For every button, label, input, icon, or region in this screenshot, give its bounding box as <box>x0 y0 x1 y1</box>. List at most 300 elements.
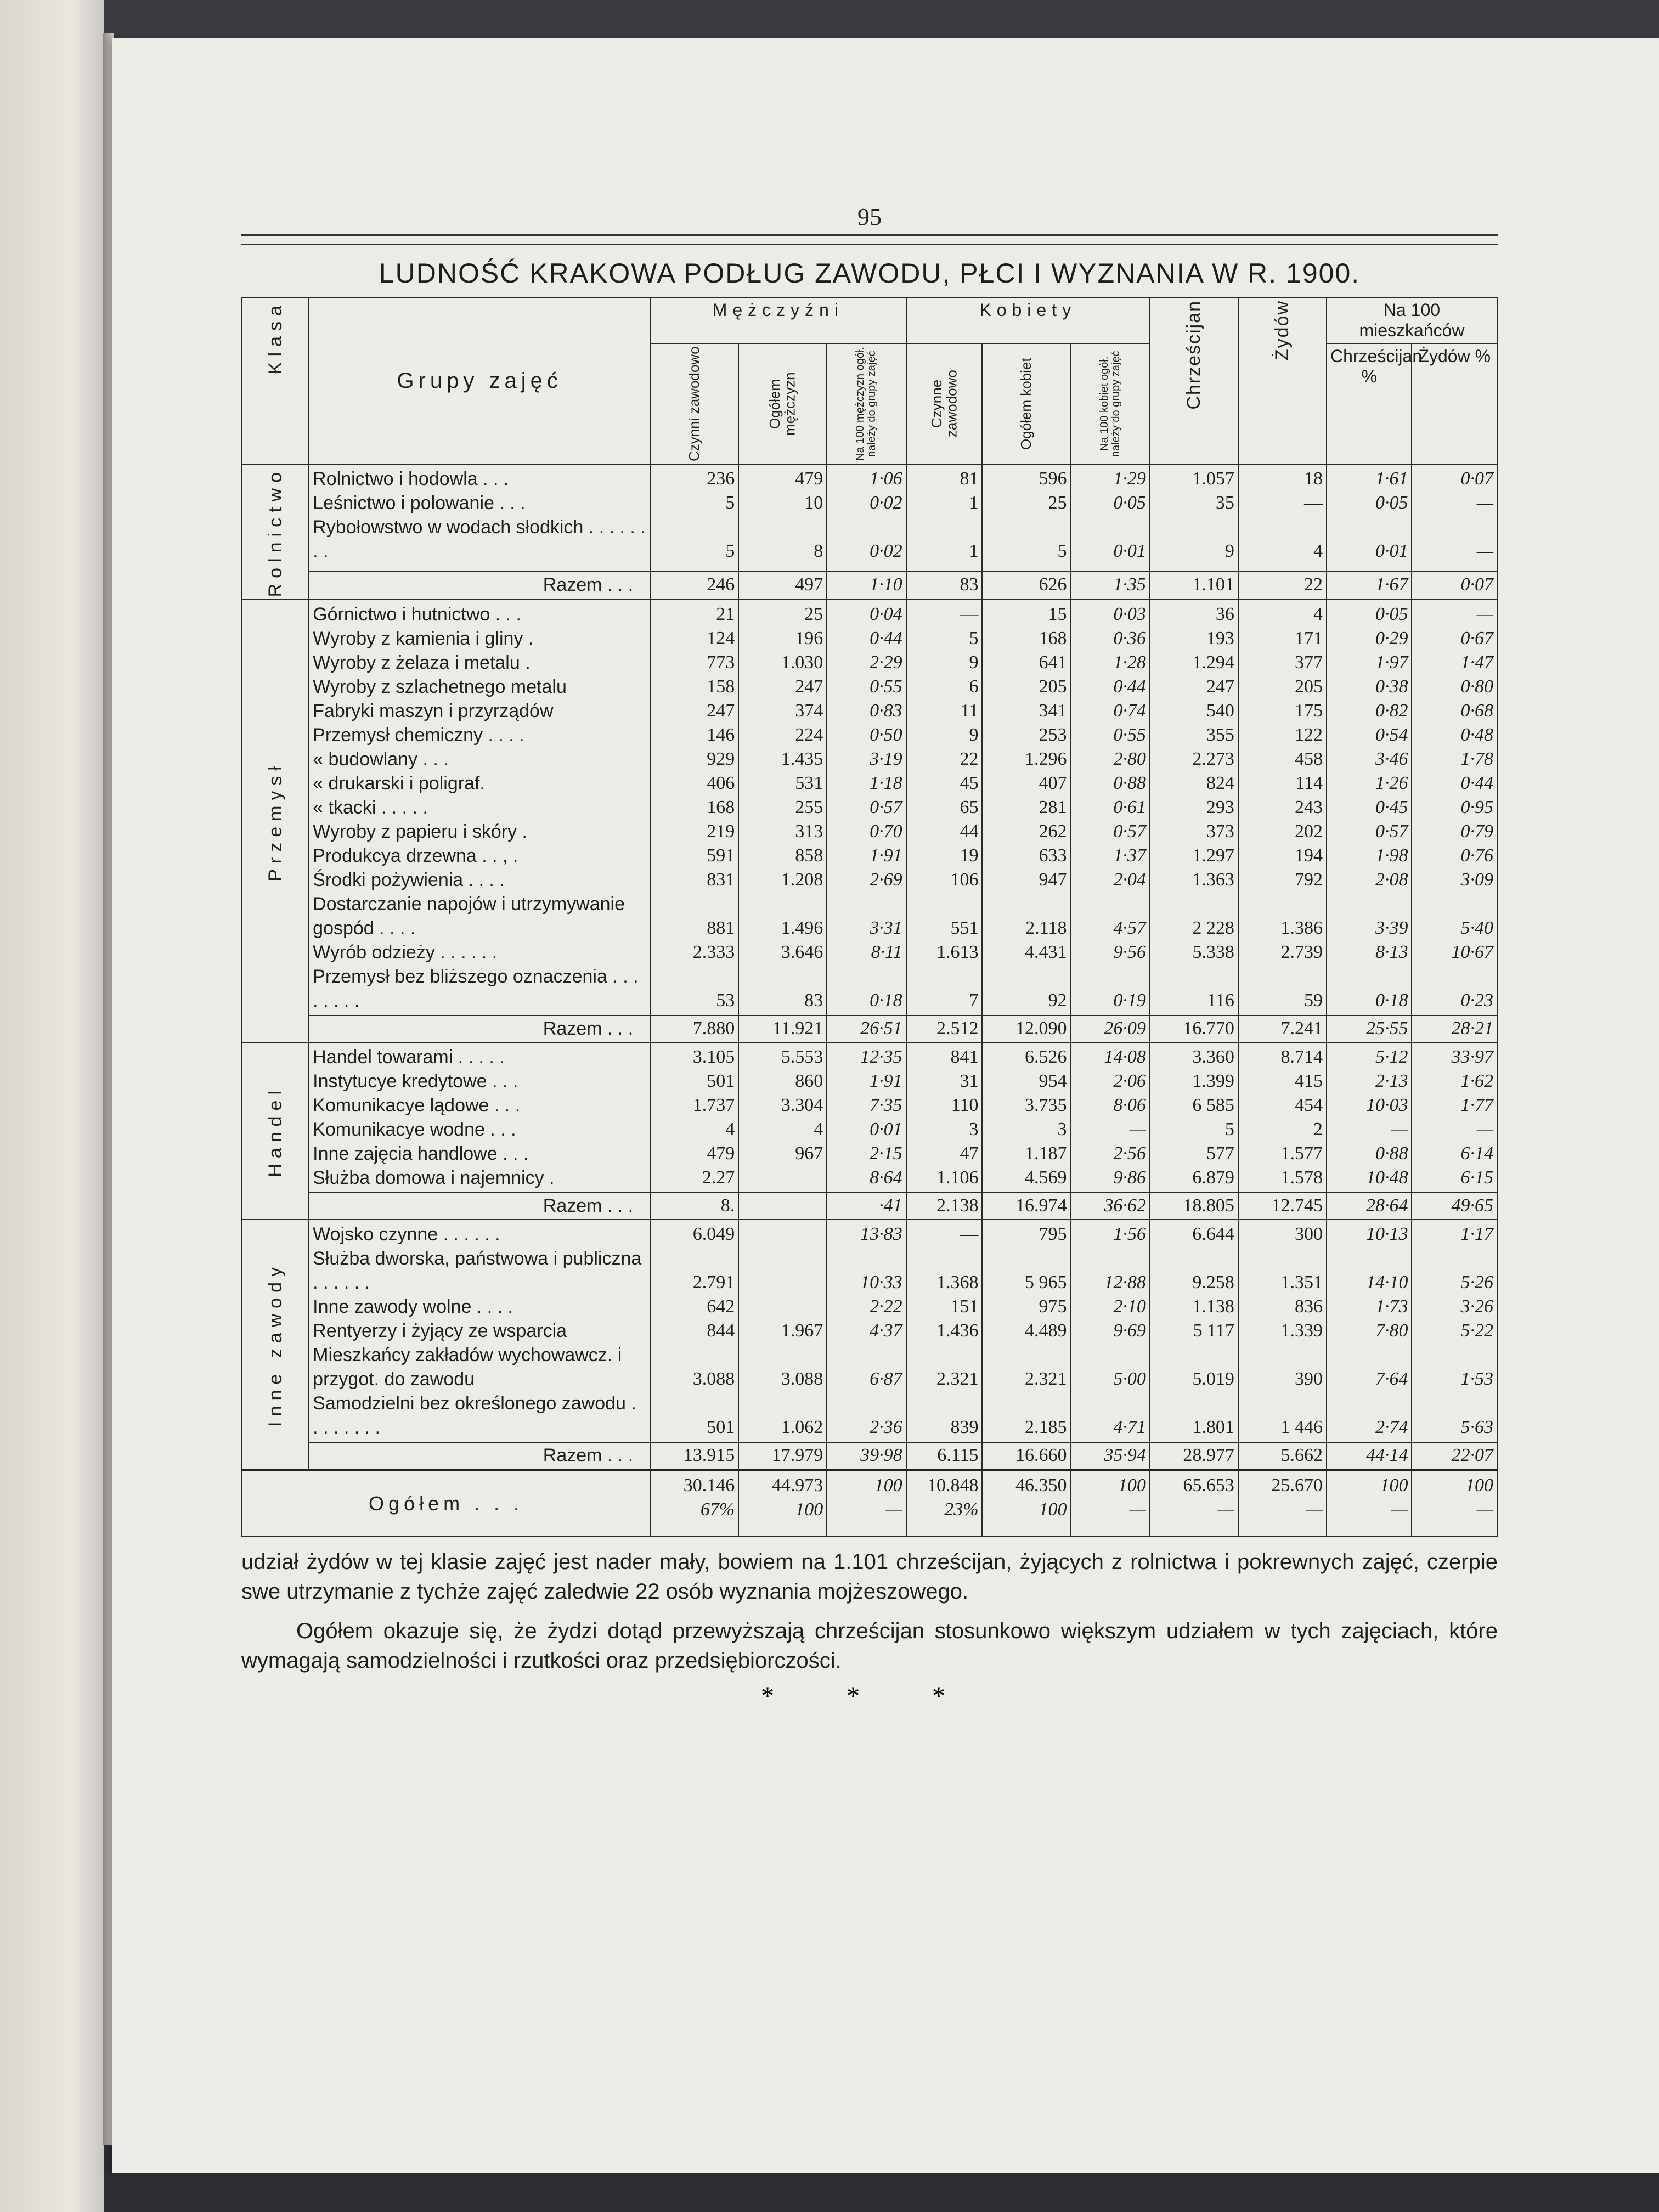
cell-value: 9 <box>969 725 979 746</box>
cell-value: 151 <box>950 1296 979 1317</box>
column-values <box>1327 600 1412 1015</box>
cell-value: 3·26 <box>1460 1296 1493 1317</box>
cell-value: 377 <box>1294 652 1323 673</box>
cell-value: 458 <box>1294 749 1323 770</box>
cell-value: 175 <box>1294 701 1323 721</box>
group-label: Rybołowstwo w wodach słodkich . . . . . . . . <box>313 517 646 562</box>
cell-value: 1·26 <box>1375 773 1408 794</box>
cell-value: 9·69 <box>1113 1321 1146 1341</box>
razem-value: 44·14 <box>1327 1442 1412 1470</box>
column-values <box>827 1220 906 1442</box>
cell-value: 3.088 <box>692 1369 735 1390</box>
cell-value: 9.258 <box>1192 1272 1234 1293</box>
cell-value: 1·78 <box>1460 749 1493 770</box>
cell-value: 0·01 <box>1375 541 1408 561</box>
razem-value: 49·65 <box>1412 1193 1497 1220</box>
razem-value: 26·51 <box>827 1015 906 1042</box>
cell-value: — <box>1391 1119 1408 1140</box>
cell-value: 2·08 <box>1375 870 1408 890</box>
cell-value: 25 <box>804 604 823 625</box>
razem-value: 36·62 <box>1070 1193 1149 1220</box>
razem-value: 17.979 <box>738 1442 827 1470</box>
cell-value: 53 <box>716 990 735 1011</box>
cell-value: 4·37 <box>870 1321 902 1341</box>
cell-value: 8·13 <box>1375 942 1408 963</box>
cell-value: 795 <box>1039 1224 1067 1245</box>
cell-value: 14·08 <box>1104 1047 1146 1068</box>
razem-value: 12.745 <box>1238 1193 1327 1220</box>
cell-value: 374 <box>795 701 823 721</box>
cell-value: 1·29 <box>1113 469 1146 489</box>
ogolem-line1: 100 <box>1118 1475 1146 1496</box>
razem-value: 12.090 <box>982 1015 1070 1042</box>
cell-value: 2·13 <box>1375 1071 1408 1092</box>
group-label: Samodzielni bez określonego zawodu . . . . . . . . <box>313 1393 636 1438</box>
column-values <box>1238 1220 1327 1442</box>
column-values <box>1070 1220 1149 1442</box>
column-values <box>1238 464 1327 572</box>
cell-value: 531 <box>795 773 823 794</box>
cell-value: 947 <box>1039 870 1067 890</box>
cell-value: 407 <box>1039 773 1067 794</box>
ogolem-line2: 67% <box>700 1499 735 1520</box>
cell-value: 1.296 <box>1024 749 1067 770</box>
cell-value: 0·61 <box>1113 797 1146 818</box>
cell-value: 33·97 <box>1451 1047 1493 1068</box>
cell-value: 5.019 <box>1192 1369 1234 1390</box>
cell-value: 1 <box>969 541 979 561</box>
cell-value: 116 <box>1207 990 1234 1011</box>
cell-value: — <box>1304 493 1323 513</box>
cell-value: 2·04 <box>1113 870 1146 890</box>
cell-value: 106 <box>950 870 979 890</box>
cell-value: 641 <box>1039 652 1067 673</box>
cell-value: 954 <box>1039 1071 1067 1092</box>
column-values <box>738 1042 827 1193</box>
razem-value: 5.662 <box>1238 1442 1327 1470</box>
razem-value: 7.241 <box>1238 1015 1327 1042</box>
cell-value: 3.088 <box>781 1369 823 1390</box>
cell-value: 1.399 <box>1192 1071 1234 1092</box>
cell-value: 0·36 <box>1113 628 1146 649</box>
ogolem-value <box>1238 1470 1327 1537</box>
cell-value: 0·07 <box>1460 469 1493 489</box>
cell-value: 860 <box>795 1071 823 1092</box>
cell-value: 2·06 <box>1113 1071 1146 1092</box>
column-values <box>1238 600 1327 1015</box>
cell-value: 1.138 <box>1192 1296 1234 1317</box>
cell-value: 0·50 <box>870 725 902 746</box>
cell-value: 171 <box>1294 628 1323 649</box>
column-values <box>738 1220 827 1442</box>
ogolem-line2: — <box>1217 1499 1234 1520</box>
ogolem-value <box>1327 1470 1412 1537</box>
cell-value: 0·45 <box>1375 797 1408 818</box>
razem-value: 246 <box>650 572 738 600</box>
ogolem-line2: 100 <box>795 1499 823 1520</box>
cell-value: 406 <box>707 773 735 794</box>
cell-value: 83 <box>804 990 823 1011</box>
cell-value: 13·83 <box>860 1224 902 1245</box>
razem-value: 25·55 <box>1327 1015 1412 1042</box>
group-label: Mieszkańcy zakładów wychowawcz. i przygot. do zawodu <box>313 1345 622 1390</box>
cell-value: 0·70 <box>870 821 902 842</box>
column-values <box>1150 1042 1238 1193</box>
cell-value: 836 <box>1294 1296 1323 1317</box>
cell-value: 1·28 <box>1113 652 1146 673</box>
column-values <box>1327 1042 1412 1193</box>
cell-value: 5 965 <box>1024 1272 1067 1293</box>
razem-value: 2.512 <box>906 1015 983 1042</box>
group-label: Instytucye kredytowe . . . <box>313 1071 518 1092</box>
cell-value: 25 <box>1048 493 1067 513</box>
cell-value: — <box>960 1224 979 1245</box>
cell-value: 501 <box>707 1071 735 1092</box>
cell-value: 22 <box>960 749 979 770</box>
cell-value: 1·91 <box>870 1071 902 1092</box>
cell-value: 193 <box>1206 628 1234 649</box>
column-values <box>906 1042 983 1193</box>
cell-value: 3.735 <box>1024 1095 1067 1116</box>
ogolem-value <box>906 1470 983 1537</box>
razem-value: 83 <box>906 572 983 600</box>
group-label: Rentyerzy i żyjący ze wsparcia <box>313 1321 567 1342</box>
cell-value: 12·88 <box>1104 1272 1146 1293</box>
cell-value: 158 <box>707 676 735 697</box>
cell-value: 1·73 <box>1375 1296 1408 1317</box>
header-na100: Na 100 mieszkańców <box>1327 297 1497 343</box>
cell-value: 0·02 <box>870 541 902 561</box>
razem-value <box>738 1193 827 1220</box>
column-values <box>738 464 827 572</box>
cell-value: 0·95 <box>1460 797 1493 818</box>
section-block <box>242 1042 1497 1193</box>
ogolem-line1: 100 <box>1380 1475 1408 1496</box>
cell-value: 0·05 <box>1113 493 1146 513</box>
column-values <box>1150 1220 1238 1442</box>
cell-value: 0·19 <box>1113 990 1146 1011</box>
cell-value: 1.577 <box>1280 1143 1323 1164</box>
cell-value: 7·35 <box>870 1095 902 1116</box>
header-zyd-pct: Żydów % <box>1412 343 1497 464</box>
header-grupy: Grupy zajęć <box>309 297 650 464</box>
cell-value: 293 <box>1206 797 1234 818</box>
cell-value: 1·37 <box>1113 845 1146 866</box>
cell-value: 3.105 <box>692 1047 735 1068</box>
cell-value: 59 <box>1304 990 1323 1011</box>
cell-value: 3.304 <box>781 1095 823 1116</box>
column-values <box>1150 600 1238 1015</box>
cell-value: 0·29 <box>1375 628 1408 649</box>
cell-value: 300 <box>1294 1224 1323 1245</box>
ogolem-line2: — <box>1391 1499 1408 1520</box>
cell-value: 0·54 <box>1375 725 1408 746</box>
cell-value: 1.297 <box>1192 845 1234 866</box>
cell-value: 0·18 <box>870 990 902 1011</box>
cell-value: 0·02 <box>870 493 902 513</box>
cell-value: 0·44 <box>1460 773 1493 794</box>
ogolem-value <box>1412 1470 1497 1537</box>
ogolem-line2: 100 <box>1039 1499 1067 1520</box>
cell-value: 8·11 <box>871 942 902 963</box>
group-label: Leśnictwo i polowanie . . . <box>313 493 526 514</box>
cell-value <box>742 1295 823 1319</box>
cell-value: 5 <box>1057 541 1067 561</box>
cell-value: 47 <box>960 1143 979 1164</box>
column-values <box>982 1042 1070 1193</box>
section-klasa: Przemysł <box>242 600 309 1042</box>
cell-value: 0·01 <box>870 1119 902 1140</box>
column-values <box>1070 600 1149 1015</box>
ogolem-line2: — <box>1476 1499 1493 1520</box>
section-block <box>242 600 1497 1015</box>
ogolem-line1: 46.350 <box>1015 1475 1067 1496</box>
cell-value: 0·76 <box>1460 845 1493 866</box>
cell-value: 10·48 <box>1365 1167 1408 1188</box>
section-block <box>242 464 1497 572</box>
column-values <box>650 464 738 572</box>
ogolem-line1: 25.670 <box>1271 1475 1323 1496</box>
cell-value: 1.057 <box>1192 469 1234 489</box>
cell-value: 1.339 <box>1280 1321 1323 1341</box>
cell-value: 36 <box>1215 604 1234 625</box>
cell-value: 1 446 <box>1280 1417 1323 1438</box>
cell-value: — <box>1476 541 1493 561</box>
cell-value: 2.333 <box>692 942 735 963</box>
cell-value: — <box>960 604 979 625</box>
cell-value: 6.049 <box>692 1224 735 1245</box>
cell-value: 540 <box>1206 701 1234 721</box>
cell-value: 6·87 <box>870 1369 902 1390</box>
cell-value: 858 <box>795 845 823 866</box>
cell-value: 824 <box>1206 773 1234 794</box>
cell-value: 3.360 <box>1192 1047 1234 1068</box>
cell-value: 0·57 <box>870 797 902 818</box>
cell-value: 355 <box>1206 725 1234 746</box>
cell-value: 8·06 <box>1113 1095 1146 1116</box>
column-values <box>1412 1042 1497 1193</box>
cell-value: 6 585 <box>1192 1095 1234 1116</box>
group-names <box>309 1042 650 1193</box>
cell-value: 224 <box>795 725 823 746</box>
cell-value: 196 <box>795 628 823 649</box>
razem-value: ·41 <box>827 1193 906 1220</box>
cell-value: 0·57 <box>1113 821 1146 842</box>
cell-value: 642 <box>707 1296 735 1317</box>
group-label: Służba domowa i najemnicy . <box>313 1167 555 1189</box>
header-k-ogolem: Ogółem kobiet <box>982 343 1070 464</box>
cell-value: 1·62 <box>1460 1071 1493 1092</box>
cell-value: 596 <box>1039 469 1067 489</box>
razem-value: 0·07 <box>1412 572 1497 600</box>
cell-value: 247 <box>1206 676 1234 697</box>
section-klasa: Inne zawody <box>242 1220 309 1470</box>
group-names <box>309 1220 650 1442</box>
cell-value: 4 <box>725 1119 735 1140</box>
section-klasa: Rolnictwo <box>242 464 309 600</box>
cell-value: 1.967 <box>781 1321 823 1341</box>
cell-value: 194 <box>1294 845 1323 866</box>
group-label: « tkacki . . . . . <box>313 797 428 819</box>
cell-value: 247 <box>795 676 823 697</box>
razem-value: 497 <box>738 572 827 600</box>
cell-value: 2·36 <box>870 1417 902 1438</box>
razem-value: 35·94 <box>1070 1442 1149 1470</box>
cell-value: 479 <box>795 469 823 489</box>
group-label: Wyroby z kamienia i gliny . <box>313 628 534 650</box>
ogolem-value <box>738 1470 827 1537</box>
group-label: Rolnictwo i hodowla . . . <box>313 469 509 489</box>
group-label: Wyroby z żelaza i metalu . <box>313 652 531 674</box>
cell-value: 1·53 <box>1460 1369 1493 1390</box>
cell-value: 0·67 <box>1460 628 1493 649</box>
table-body <box>242 464 1497 1537</box>
ogolem-row <box>242 1470 1497 1537</box>
cell-value: 1 <box>969 493 979 513</box>
cell-value: 1.496 <box>781 918 823 939</box>
cell-value: 2.791 <box>692 1272 735 1293</box>
cell-value: 1.363 <box>1192 870 1234 890</box>
cell-value: 2·80 <box>1113 749 1146 770</box>
cell-value: 501 <box>707 1417 735 1438</box>
cell-value: 1·98 <box>1375 845 1408 866</box>
cell-value: 6.879 <box>1192 1167 1234 1188</box>
group-label: Inne zajęcia handlowe . . . <box>313 1143 529 1165</box>
ogolem-value <box>1070 1470 1149 1537</box>
column-values <box>650 600 738 1015</box>
cell-value: 7 <box>969 990 979 1011</box>
cell-value: 3 <box>1057 1119 1067 1140</box>
cell-value: 0·05 <box>1375 493 1408 513</box>
ogolem-value <box>982 1470 1070 1537</box>
cell-value: 1.737 <box>692 1095 735 1116</box>
group-names <box>309 464 650 572</box>
cell-value: 479 <box>707 1143 735 1164</box>
cell-value: 4 <box>1313 604 1323 625</box>
cell-value: 3·31 <box>870 918 902 939</box>
cell-value: 8·64 <box>870 1167 902 1188</box>
group-names <box>309 600 650 1015</box>
cell-value: 44 <box>960 821 979 842</box>
column-values <box>982 600 1070 1015</box>
ogolem-line2: — <box>1129 1499 1146 1520</box>
razem-value: 22 <box>1238 572 1327 600</box>
cell-value: 2·15 <box>870 1143 902 1164</box>
cell-value: 5·12 <box>1375 1047 1408 1068</box>
header-mezczyzni: Mężczyźni <box>650 297 906 343</box>
group-label: Komunikacye lądowe . . . <box>313 1095 521 1116</box>
cell-value: 0·80 <box>1460 676 1493 697</box>
column-values <box>650 1220 738 1442</box>
cell-value: 1·61 <box>1375 469 1408 489</box>
cell-value: 341 <box>1039 701 1067 721</box>
cell-value: 5·22 <box>1460 1321 1493 1341</box>
cell-value: 3.646 <box>781 942 823 963</box>
column-values <box>827 464 906 572</box>
cell-value: 1.436 <box>936 1321 979 1341</box>
group-label: Produkcya drzewna . . , . <box>313 845 518 867</box>
cell-value: 0·04 <box>870 604 902 625</box>
ogolem-line2: — <box>885 1499 902 1520</box>
cell-value: 0·57 <box>1375 821 1408 842</box>
group-label: Inne zawody wolne . . . . <box>313 1296 513 1318</box>
cell-value: 114 <box>1295 773 1323 794</box>
cell-value <box>742 1246 823 1295</box>
group-label: « budowlany . . . <box>313 749 449 770</box>
cell-value: 2·74 <box>1375 1417 1408 1438</box>
cell-value: 35 <box>1215 493 1234 513</box>
cell-value: 31 <box>960 1071 979 1092</box>
razem-value: 16.974 <box>982 1193 1070 1220</box>
cell-value: 9·56 <box>1113 942 1146 963</box>
cell-value: 2.118 <box>1025 918 1067 939</box>
cell-value: 124 <box>707 628 735 649</box>
cell-value: 5 <box>969 628 979 649</box>
group-label: Wyroby z szlachetnego metalu <box>313 676 567 698</box>
razem-value: 626 <box>982 572 1070 600</box>
section-klasa: Handel <box>242 1042 309 1220</box>
razem-value: 22·07 <box>1412 1442 1497 1470</box>
page-number: 95 <box>857 204 882 230</box>
cell-value: 633 <box>1039 845 1067 866</box>
cell-value: 773 <box>707 652 735 673</box>
cell-value: 0·88 <box>1375 1143 1408 1164</box>
cell-value: 0·44 <box>870 628 902 649</box>
cell-value: 18 <box>1304 469 1323 489</box>
razem-value: 1·35 <box>1070 572 1149 600</box>
column-values <box>1327 1220 1412 1442</box>
ogolem-line1: 30.146 <box>683 1475 735 1496</box>
cell-value: 236 <box>707 469 735 489</box>
razem-value: 7.880 <box>650 1015 738 1042</box>
group-label: Fabryki maszyn i przyrządów <box>313 701 554 722</box>
cell-value: 2·69 <box>870 870 902 890</box>
cell-value: 10 <box>804 493 823 513</box>
cell-value: 2.27 <box>702 1167 735 1188</box>
cell-value: 844 <box>707 1321 735 1341</box>
cell-value: 975 <box>1039 1296 1067 1317</box>
cell-value: — <box>1476 1119 1493 1140</box>
header-kobiety: Kobiety <box>906 297 1150 343</box>
group-label: Handel towarami . . . . . <box>313 1047 505 1068</box>
cell-value: 0·03 <box>1113 604 1146 625</box>
razem-value: 28·64 <box>1327 1193 1412 1220</box>
column-values <box>1150 464 1238 572</box>
cell-value: 0·83 <box>870 701 902 721</box>
cell-value <box>742 1222 823 1246</box>
ogolem-line1: 10.848 <box>927 1475 979 1496</box>
cell-value: 3 <box>969 1119 979 1140</box>
group-label: Środki pożywienia . . . . <box>313 870 505 891</box>
group-label: Przemysł chemiczny . . . . <box>313 725 524 746</box>
column-values <box>1412 464 1497 572</box>
razem-row <box>242 572 1497 600</box>
cell-value: 219 <box>707 821 735 842</box>
column-values <box>1070 1042 1149 1193</box>
cell-value: 8.714 <box>1280 1047 1323 1068</box>
group-label: Służba dworska, państwowa i publiczna . . . . . . <box>313 1248 642 1294</box>
cell-value: 3·46 <box>1375 749 1408 770</box>
cell-value: 8 <box>814 541 823 561</box>
cell-value: 1·77 <box>1460 1095 1493 1116</box>
cell-value: 92 <box>1048 990 1067 1011</box>
cell-value: 390 <box>1294 1369 1323 1390</box>
cell-value: 0·74 <box>1113 701 1146 721</box>
ogolem-line2: — <box>1306 1499 1323 1520</box>
cell-value: — <box>1476 493 1493 513</box>
group-label: Górnictwo i hutnictwo . . . <box>313 604 521 625</box>
cell-value: 2·10 <box>1113 1296 1146 1317</box>
